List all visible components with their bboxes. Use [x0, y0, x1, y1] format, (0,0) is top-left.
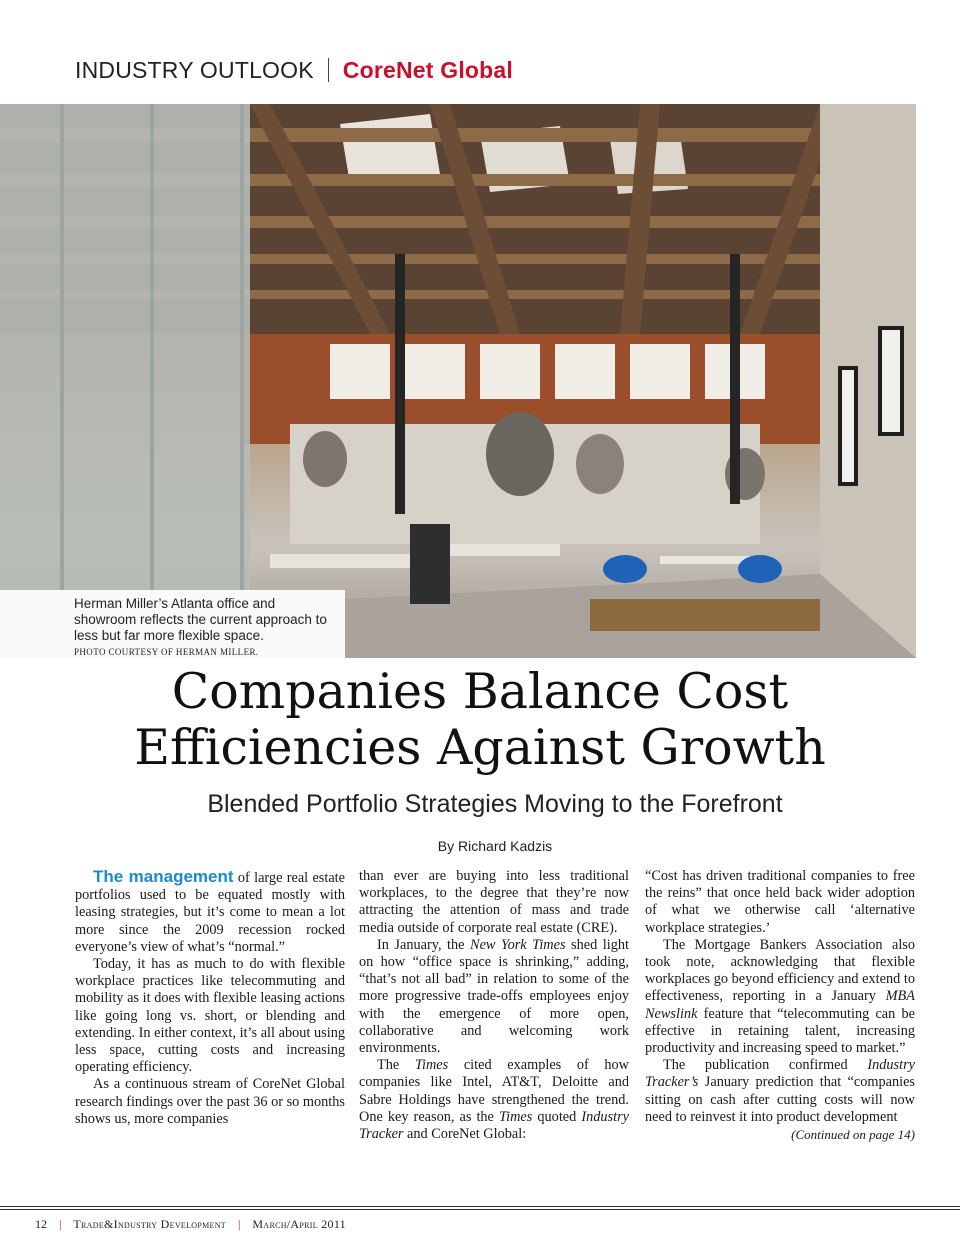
article-subtitle: Blended Portfolio Strategies Moving to the Forefront [207, 790, 783, 818]
paragraph: Today, it has as much to do with flexible workplace practices like telecommuting and mobility as it does with flexible leasing actions like going long vs. short, or blending and extending. In either context, it’s all about using less space, cutting costs and increasing operating efficiency. [75, 956, 345, 1076]
header-divider [328, 58, 329, 82]
photo-caption [0, 590, 345, 660]
title-line-2: Efficiencies Against Growth [134, 719, 826, 776]
paragraph: As a continuous stream of CoreNet Global research findings over the past 36 or so months shows us, more companies [75, 1076, 345, 1127]
page-header [75, 54, 513, 86]
footer-divider: | [237, 1216, 241, 1231]
page-footer [35, 1214, 346, 1234]
title-line-1: Companies Balance Cost [171, 663, 789, 720]
lead-in: The management [93, 867, 234, 886]
byline: By Richard Kadzis [437, 838, 553, 854]
page-number: 12 [35, 1216, 47, 1231]
issue-date: March/April 2011 [252, 1216, 346, 1231]
publication-name: Trade&Industry Development [73, 1216, 226, 1231]
office-photo-illustration [0, 104, 916, 658]
continued-link[interactable]: (Continued on page 14) [791, 1127, 915, 1143]
paragraph: The publication confirmed Industry Tracker’s January prediction that “companies sitting on cash after cutting costs will now need to reinvest it into product development (Continued on page 14) [645, 1057, 915, 1143]
article-column-1 [75, 868, 345, 1128]
footer-divider: | [59, 1216, 62, 1231]
article-column-2 [359, 868, 629, 1143]
paragraph: The management of large real estate portfolios used to be equated mostly with leasing strategies, but it’s come to mean a lot more since the 2009 recession rocked everyone’s view of what’s “normal.” [75, 867, 346, 955]
paragraph: In January, the New York Times shed light on how “office space is shrinking,” adding, “that’s not all bad” in relation to some of the more progressive trade-offs employees enjoy with the emergence of more open, collaborative and welcoming work environments. [359, 936, 629, 1057]
organization-label: CoreNet Global [342, 56, 514, 83]
section-label: INDUSTRY OUTLOOK [75, 56, 314, 83]
article-title [40, 664, 920, 776]
article-column-3 [645, 868, 915, 1143]
footer-rule [0, 1206, 960, 1207]
photo-credit: PHOTO COURTESY OF HERMAN MILLER. [74, 647, 259, 657]
caption-text: Herman Miller’s Atlanta office and showroom reflects the current approach to less but far more flexible space. [74, 596, 327, 643]
paragraph: The Times cited examples of how companies like Intel, AT&T, Deloitte and Sabre Holdings have strengthened the trend. One key reason, as the Times quoted Industry Tracker and CoreNet Global: [359, 1057, 629, 1143]
paragraph: than ever are buying into less traditional workplaces, to the degree that they’re now attracting the attention of mass and trade media outside of corporate real estate (CRE). [359, 868, 629, 936]
paragraph: The Mortgage Bankers Association also took note, acknowledging that flexible workplaces go beyond efficiency and extend to effectiveness, reporting in a January MBA Newslink feature that “telecommuting can be effective in retaining talent, increasing productivity and increasing speed to market.” [645, 936, 915, 1057]
office-photo [0, 104, 916, 658]
footer-rule [0, 1209, 960, 1210]
paragraph: “Cost has driven traditional companies to free the reins” that once held back wider adoption of what we otherwise call ‘alternative workplace strategies.’ [645, 868, 915, 936]
